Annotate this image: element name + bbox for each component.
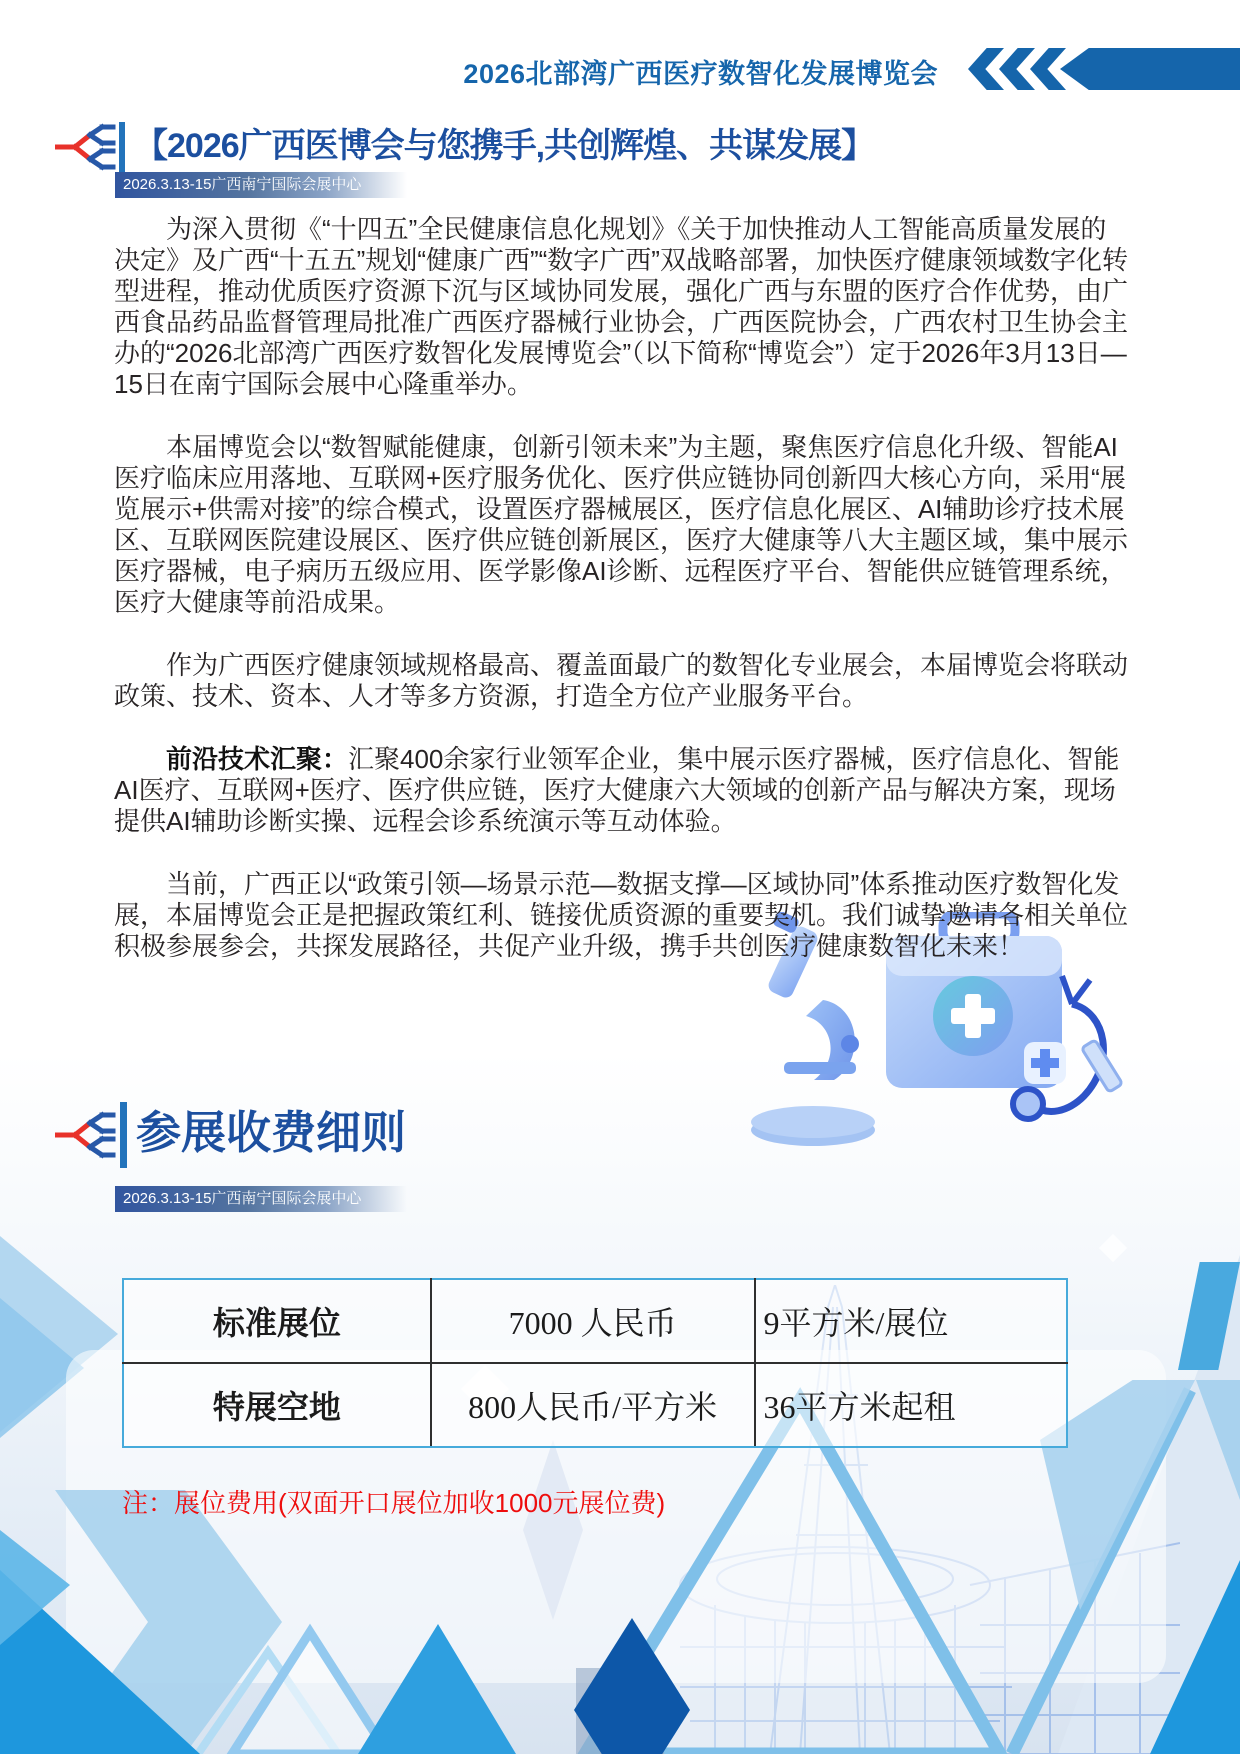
price-cell: 7000 人民币 <box>431 1279 755 1363</box>
section-intro-title: 【2026广西医博会与您携手,共创辉煌、共谋发展】 <box>134 127 875 165</box>
table-row <box>123 1279 1067 1363</box>
highlight-body: 汇聚400余家行业领军企业，集中展示医疗器械，医疗信息化、智能AI医疗、互联网+医疗、医疗供应链，医疗大健康六大领域的创新产品与解决方案，现场提供AI辅助诊断实操、远程会诊系统演示等互动体验。 <box>114 744 1120 836</box>
price-cell: 800人民币/平方米 <box>431 1363 755 1447</box>
fee-table <box>122 1278 1068 1448</box>
paragraph: 为深入贯彻《“十四五”全民健康信息化规划》《关于加快推动人工智能高质量发展的决定》及广西“十五五”规划“健康广西”“数字广西”双战略部署，加快医疗健康领域数字化转型进程，推动优质医疗资源下沉与区域协同发展，强化广西与东盟的医疗合作优势，由广西食品药品监督管理局批准广西医疗器械行业协会，广西医院协会，广西农村卫生协会主办的“2026北部湾广西医疗数智化发展博览会”（以下简称“博览会”）定于2026年3月13日—15日在南宁国际会展中心隆重举办。 <box>114 214 1129 399</box>
intro-paragraphs <box>114 214 1128 994</box>
triple-chevron-left-icon <box>968 48 1240 90</box>
table-row <box>123 1363 1067 1447</box>
paragraph: 当前，广西正以“政策引领—场景示范—数据支撑—区域协同”体系推动医疗数智化发展，本届博览会正是把握政策红利、链接优质资源的重要契机。我们诚挚邀请各相关单位积极参展参会，共探发展路径，共促产业升级，携手共创医疗健康数智化未来！ <box>114 869 1129 961</box>
section-intro-ribbon: 2026.3.13-15广西南宁国际会展中心 <box>115 172 407 198</box>
booth-type-cell: 标准展位 <box>123 1279 431 1363</box>
paragraph: 本届博览会以“数智赋能健康，创新引领未来”为主题，聚焦医疗信息化升级、智能AI医疗临床应用落地、互联网+医疗服务优化、医疗供应链协同创新四大核心方向，采用“展览展示+供需对接”的综合模式，设置医疗器械展区，医疗信息化展区、AI辅助诊疗技术展区、互联网医院建设展区、医疗供应链创新展区，医疗大健康等八大主题区域，集中展示医疗器械，电子病历五级应用、医学影像AI诊断、远程医疗平台、智能供应链管理系统，医疗大健康等前沿成果。 <box>114 432 1129 617</box>
unit-cell: 9平方米/展位 <box>755 1279 1067 1363</box>
section-fees-ribbon: 2026.3.13-15广西南宁国际会展中心 <box>115 1186 407 1212</box>
fee-note: 注：展位费用(双面开口展位加收1000元展位费) <box>122 1488 666 1518</box>
section-fees-title: 参展收费细则 <box>136 1107 407 1158</box>
section-title-bar <box>120 1102 127 1168</box>
white-diamond-deco <box>1099 1234 1127 1262</box>
paragraph-highlight <box>114 744 1128 837</box>
page-header-title: 2026北部湾广西医疗数智化发展博览会 <box>463 59 938 89</box>
paragraph: 作为广西医疗健康领域规格最高、覆盖面最广的数智化专业展会，本届博览会将联动政策、技术、资本、人才等多方资源，打造全方位产业服务平台。 <box>114 650 1129 711</box>
highlight-lead: 前沿技术汇聚： <box>166 744 349 774</box>
branch-network-icon <box>55 118 119 176</box>
unit-cell: 36平方米起租 <box>755 1363 1067 1447</box>
branch-network-icon <box>55 1106 119 1164</box>
booth-type-cell: 特展空地 <box>123 1363 431 1447</box>
